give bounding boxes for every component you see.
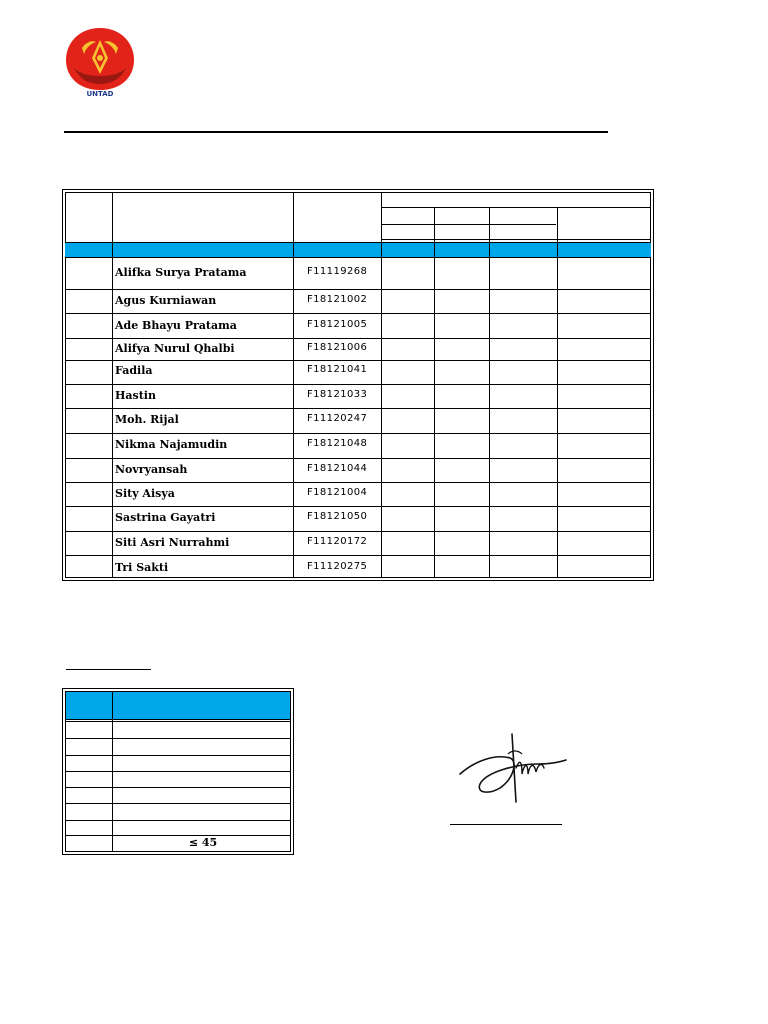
student-name: Sity Aisya xyxy=(115,487,175,500)
student-name: Alifka Surya Pratama xyxy=(115,266,247,279)
student-name: Nikma Najamudin xyxy=(115,438,228,451)
student-nim: F11120247 xyxy=(307,413,368,424)
table-header-band xyxy=(65,242,651,258)
student-name: Agus Kurniawan xyxy=(115,294,217,307)
student-name: Ade Bhayu Pratama xyxy=(115,319,237,332)
student-nim: F18121006 xyxy=(307,342,368,353)
student-nim: F18121005 xyxy=(307,319,368,330)
student-nim: F11119268 xyxy=(307,266,368,277)
handwritten-signature xyxy=(456,728,572,808)
student-name: Novryansah xyxy=(115,463,188,476)
title-underline xyxy=(64,131,608,133)
grade-table-caption-underline xyxy=(66,669,151,670)
student-nim: F18121004 xyxy=(307,487,368,498)
signature-line xyxy=(450,824,562,825)
student-nim: F18121002 xyxy=(307,294,368,305)
student-nim: F18121048 xyxy=(307,438,368,449)
student-name: Sastrina Gayatri xyxy=(115,511,216,524)
student-nim: F18121044 xyxy=(307,463,368,474)
student-name: Moh. Rijal xyxy=(115,413,179,426)
untad-logo xyxy=(62,24,138,100)
logo-caption: UNTAD xyxy=(86,90,114,98)
student-nim: F11120275 xyxy=(307,561,368,572)
student-nim: F18121033 xyxy=(307,389,368,400)
student-nim: F18121050 xyxy=(307,511,368,522)
student-nim: F18121041 xyxy=(307,364,368,375)
student-name: Hastin xyxy=(115,389,156,402)
student-name: Fadila xyxy=(115,364,153,377)
student-name: Tri Sakti xyxy=(115,561,169,574)
student-table xyxy=(62,189,654,581)
grade-table-header-band xyxy=(66,692,290,719)
student-nim: F11120172 xyxy=(307,536,368,547)
student-name: Siti Asri Nurrahmi xyxy=(115,536,230,549)
grade-table xyxy=(62,688,294,855)
grade-range-lowest: ≤ 45 xyxy=(188,836,218,849)
student-name: Alifya Nurul Qhalbi xyxy=(115,342,235,355)
